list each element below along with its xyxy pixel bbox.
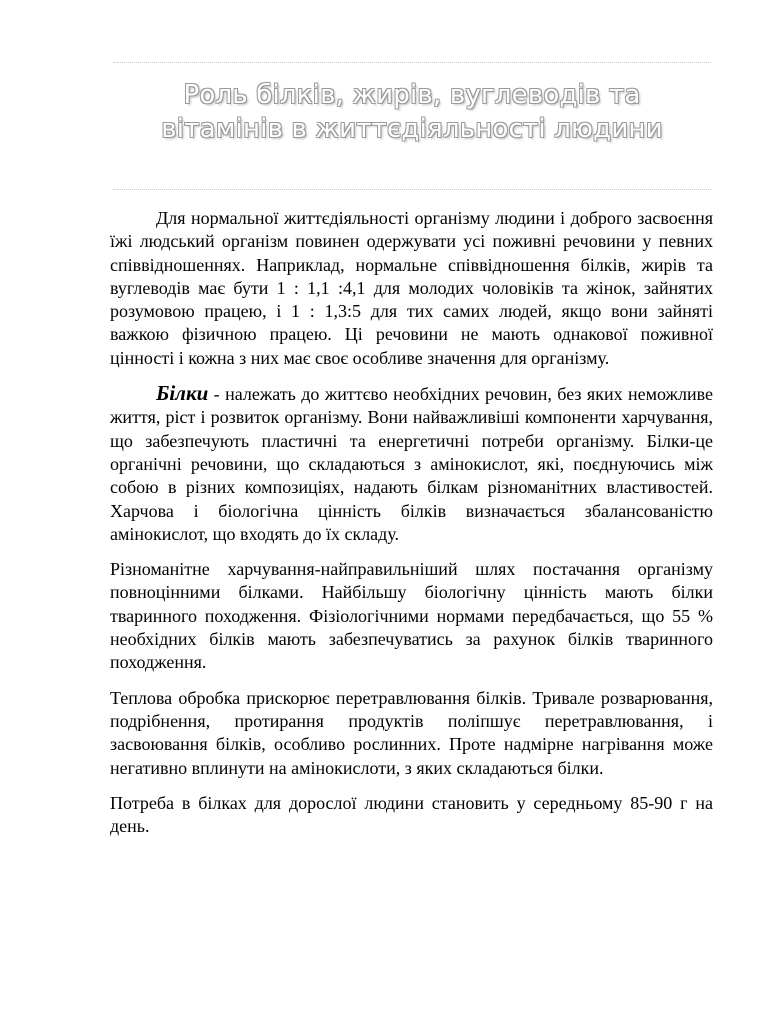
title-line-1: Роль білків, жирів, вуглеводів та: [183, 80, 641, 110]
title-line-2: вітамінів в життєдіяльності людини: [161, 114, 663, 144]
paragraph-nutrition-sources: Різноманітне харчування-найправильніший шлях постачання організму повноцінними білками. Найбільшу біологічну цінність мають білки тваринного походження. Фізіологічними нормами передбачається, що 55 % необхідних білків мають забезпечуватись за рахунок білків тваринного походження.: [110, 559, 713, 673]
title-top-divider: [113, 62, 711, 63]
term-proteins: Білки: [156, 381, 209, 406]
paragraph-proteins-text: - належать до життєво необхідних речовин, без яких неможливе життя, ріст і розвиток організму. Вони найважливіші компоненти харчування, що забезпечують пластичні та енергетичні потреби організму. Білки-це органічні речовини, що складаються з амінокислот, які, поєднуючись між собою в різних композиціях, надають білкам різноманітних властивостей. Харчова і біологічна цінність білків визначається збалансованістю амінокислот, що входять до їх складу.: [110, 384, 713, 544]
document-body: [110, 207, 713, 850]
paragraph-intro: Для нормальної життєдіяльності організму людини і доброго засвоєння їжі людський організм повинен одержувати усі поживні речовини у певних співвідношеннях. Наприклад, нормальне співвідношення білків, жирів та вуглеводів має бути 1 : 1,1 :4,1 для молодих чоловіків та жінок, зайнятих розумовою працею, і 1 : 1,3:5 для тих самих людей, якщо вони зайняті важкою фізичною працею. Ці речовини не мають однакової поживної цінності і кожна з них має своє особливе значення для організму.: [110, 208, 713, 368]
paragraph-heat-treatment: Теплова обробка прискорює перетравлювання білків. Тривале розварювання, подрібнення, протирання продуктів поліпшує перетравлювання, і засвоювання білків, особливо рослинних. Проте надмірне нагрівання може негативно вплинути на амінокислоти, з яких складаються білки.: [110, 687, 713, 778]
title-bottom-divider: [113, 189, 711, 190]
document-title: [108, 78, 716, 146]
paragraph-proteins: [110, 382, 713, 546]
paragraph-daily-requirement: Потреба в білках для дорослої людини становить у середньому 85-90 г на день.: [110, 792, 713, 837]
